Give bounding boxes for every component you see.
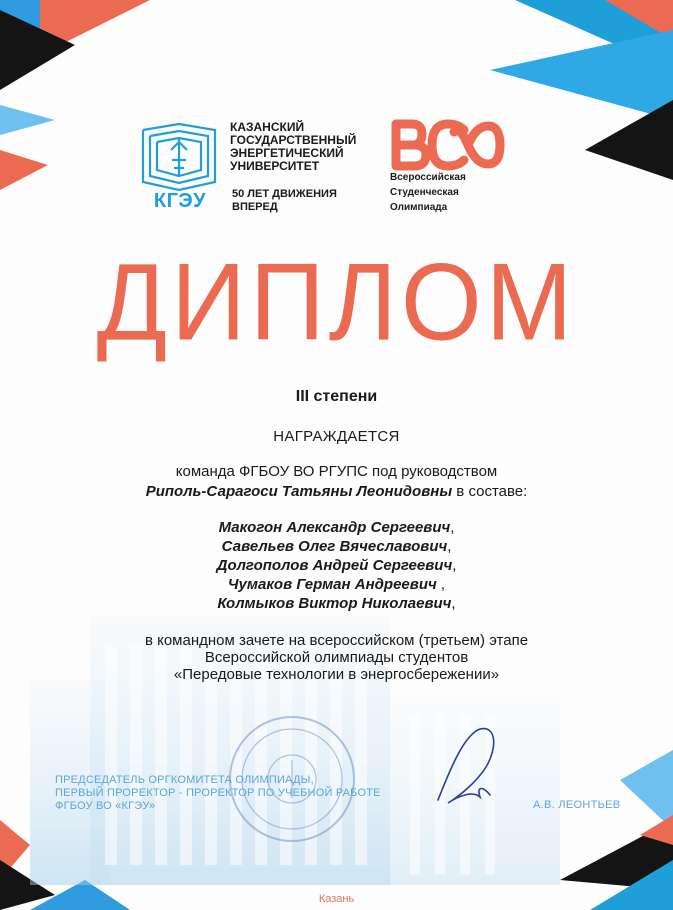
chairman-title-line: ПРЕДСЕДАТЕЛЬ ОРГКОМИТЕТА ОЛИМПИАДЫ, — [55, 774, 314, 786]
olympiad-caption — [390, 170, 520, 215]
university-name-line: КАЗАНСКИЙ — [230, 120, 305, 134]
signature-icon — [418, 715, 508, 810]
olympiad-caption-line: Олимпиада — [390, 202, 448, 213]
awarded-heading: НАГРАЖДАЕТСЯ — [273, 428, 400, 445]
team-member — [0, 594, 673, 613]
olympiad-caption-line: Всероссийская — [390, 172, 466, 183]
university-motto — [232, 188, 372, 214]
member-name: Савельев Олег Вячеславович — [221, 538, 448, 555]
member-punct: , — [447, 538, 452, 555]
team-description: команда ФГБОУ ВО РГУПС под руководством — [175, 463, 498, 480]
award-reason-line: «Передовые технологии в энергосбережении» — [173, 666, 500, 683]
leader-name: Риполь-Сарагоси Татьяны Леонидовны — [145, 483, 453, 500]
team-member — [0, 575, 673, 594]
signer-name: А.В. ЛЕОНТЬЕВ — [533, 799, 621, 811]
motto-line: 50 ЛЕТ ДВИЖЕНИЯ — [232, 188, 337, 200]
city-footer: Казань — [318, 893, 355, 905]
team-member — [0, 537, 673, 556]
kgeu-abbreviation: КГЭУ — [153, 190, 207, 212]
leader-suffix: в составе: — [452, 483, 528, 500]
olympiad-caption-line: Студенческая — [390, 187, 459, 198]
member-name: Колмыков Виктор Николаевич — [217, 595, 452, 612]
chairman-title-line: ПЕРВЫЙ ПРОРЕКТОР - ПРОРЕКТОР ПО УЧЕБНОЙ РАБОТЕ — [55, 787, 381, 799]
university-name-line: ГОСУДАРСТВЕННЫЙ — [230, 133, 357, 147]
member-name: Чумаков Герман Андреевич — [227, 576, 437, 593]
member-punct: , — [436, 576, 446, 593]
team-member — [0, 518, 673, 537]
diploma-title: ДИПЛОМ — [96, 242, 577, 364]
team-members-list — [0, 518, 673, 613]
member-punct: , — [452, 557, 457, 574]
diploma-degree: III степени — [295, 388, 378, 405]
member-name: Макогон Александр Сергеевич — [218, 519, 451, 536]
leader-line — [0, 483, 673, 500]
member-name: Долгополов Андрей Сергеевич — [216, 557, 453, 574]
university-name — [230, 121, 370, 173]
award-reason-line: в командном зачете на всероссийском (третьем) этапе — [144, 632, 529, 649]
team-member — [0, 556, 673, 575]
member-punct: , — [450, 519, 455, 536]
university-name-line: ЭНЕРГЕТИЧЕСКИЙ — [230, 146, 344, 160]
award-reason — [0, 632, 673, 683]
chairman-title-line: ФГБОУ ВО «КГЭУ» — [55, 800, 156, 812]
motto-line: ВПЕРЕД — [232, 201, 278, 213]
award-reason-line: Всероссийской олимпиады студентов — [204, 649, 469, 666]
chairman-title — [55, 774, 395, 813]
member-punct: , — [451, 595, 456, 612]
vso-logo-icon — [388, 118, 508, 174]
university-name-line: УНИВЕРСИТЕТ — [230, 159, 320, 173]
